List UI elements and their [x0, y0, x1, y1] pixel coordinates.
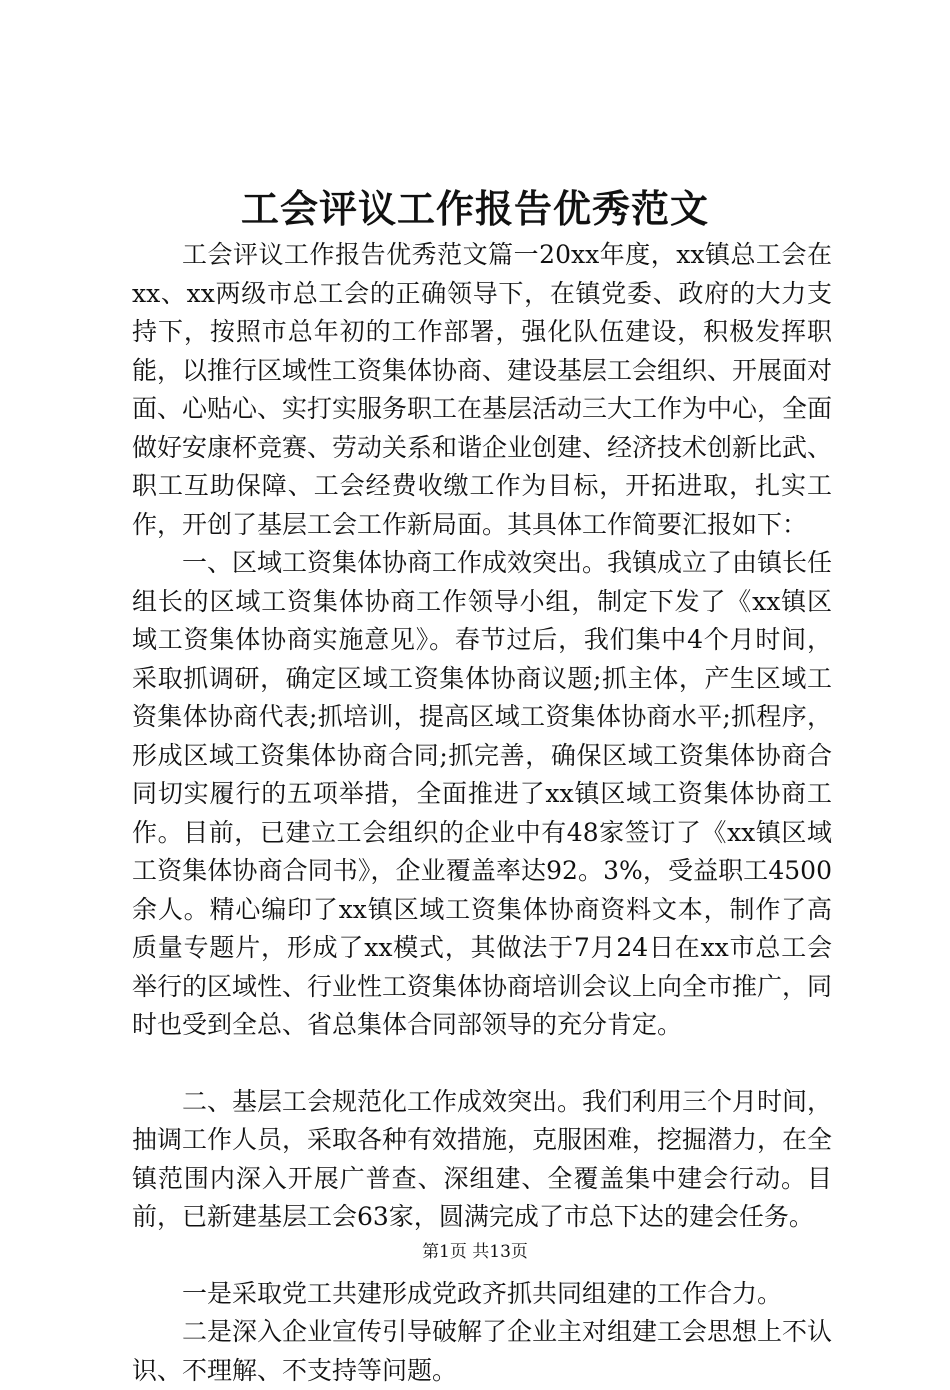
paragraph-section-1: 一、区域工资集体协商工作成效突出。我镇成立了由镇长任组长的区域工资集体协商工作领导小组，制定下发了《xx镇区域工资集体协商实施意见》。春节过后，我们集中4个月时间，采取抓调研，确定区域工资集体协商议题;抓主体，产生区域工资集体协商代表;抓培训，提高区域工资集体协商水平;抓程序，形成区域工资集体协商合同;抓完善，确保区域工资集体协商合同切实履行的五项举措，全面推进了xx镇区域工资集体协商工作。目前，已建立工会组织的企业中有48家签订了《xx镇区域工资集体协商合同书》，企业覆盖率达92。3%，受益职工4500余人。精心编印了xx镇区域工资集体协商资料文本，制作了高质量专题片，形成了xx模式，其做法于7月24日在xx市总工会举行的区域性、行业性工资集体协商培训会议上向全市推广，同时也受到全总、省总集体合同部领导的充分肯定。 [132, 548, 833, 1039]
document-title: 工会评议工作报告优秀范文 [240, 186, 709, 231]
paragraph-point-1: 一是采取党工共建形成党政齐抓共同组建的工作合力。 [182, 1278, 783, 1308]
paragraph-point-2: 二是深入企业宣传引导破解了企业主对组建工会思想上不认识、不理解、不支持等问题。 [132, 1317, 833, 1385]
document-body [132, 236, 832, 1390]
paragraph-intro: 工会评议工作报告优秀范文篇一20xx年度，xx镇总工会在xx、xx两级市总工会的正确领导下，在镇党委、政府的大力支持下，按照市总年初的工作部署，强化队伍建设，积极发挥职能，以推行区域性工资集体协商、建设基层工会组织、开展面对面、心贴心、实打实服务职工在基层活动三大工作为中心，全面做好安康杯竞赛、劳动关系和谐企业创建、经济技术创新比武、职工互助保障、工会经费收缴工作为目标，开拓进取，扎实工作，开创了基层工会工作新局面。其具体工作简要汇报如下： [132, 240, 833, 539]
page-number-footer: 第1页 共13页 [422, 1242, 528, 1262]
paragraph-section-2: 二、基层工会规范化工作成效突出。我们利用三个月时间，抽调工作人员，采取各种有效措施，克服困难，挖掘潜力，在全镇范围内深入开展广普查、深组建、全覆盖集中建会行动。目前，已新建基层工会63家，圆满完成了市总下达的建会任务。 [132, 1086, 833, 1231]
